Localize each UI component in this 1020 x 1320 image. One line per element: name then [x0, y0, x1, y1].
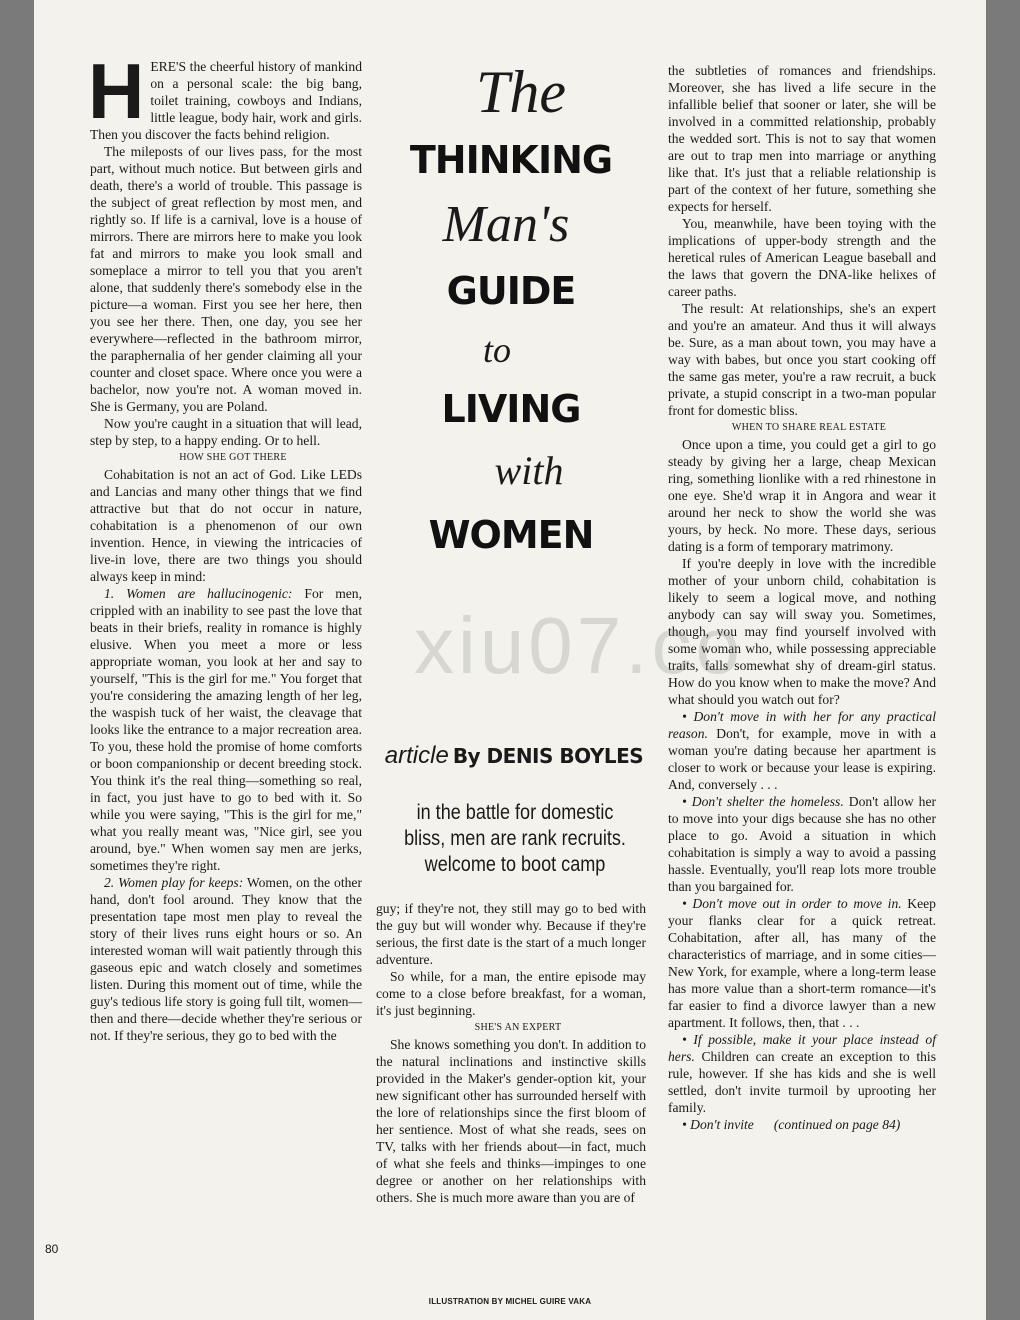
- column-2: [376, 900, 646, 1206]
- body-paragraph: [668, 708, 936, 793]
- deck-text: in the battle for domestic bliss, men are rank recruits. welcome to boot camp: [404, 801, 626, 876]
- title-mans: Man's: [442, 196, 570, 253]
- body-paragraph: The result: At relationships, she's an expert and you're an amateur. And thus it will always be. Sure, as a man about town, you may have a way with babes, but once you start cooking off the same gas meter, you're a raw recruit, a buck private, a stupid conscript in a two-man popular front for domestic bliss.: [668, 301, 936, 418]
- tip-text: Don't, for example, move in with a woman you're dating because her apartment is closer to work or because your lease is expiring. And, conversely . . .: [668, 726, 936, 792]
- body-paragraph: Now you're caught in a situation that will lead, step by step, to a happy ending. Or to hell.: [90, 416, 362, 448]
- opening-paragraph: [88, 47, 362, 143]
- drop-cap: H: [88, 47, 145, 135]
- point-lead: 1. Women are hallucinogenic:: [104, 586, 293, 601]
- tip-lead: • If possible, make it your place instead of hers.: [668, 1032, 936, 1064]
- section-subhead: WHEN TO SHARE REAL ESTATE: [731, 422, 887, 433]
- tip-text: Don't allow her to move into your digs because she has no other place to go. Avoid a situation in which cohabitation is simply a way to avoid a passing hassle. Eventually, you'll reap lots more trouble than you bargained for.: [668, 794, 937, 894]
- continued-note: (continued on page 84): [773, 1117, 901, 1132]
- point-text: Women, on the other hand, don't fool around. They know that the presentation tape most men play to reveal the story of their lives runs eight hours or so. An interested woman will wait patiently through this gaseous epic and watch closely and sometimes listen. During this moment out of time, while the guy's tedious life story is going full tilt, women—then and there—decide whether they're serious or not. If they're serious, they go to bed with the: [90, 875, 362, 1043]
- tip-lead: • Don't shelter the homeless.: [682, 794, 844, 809]
- body-paragraph: [90, 585, 362, 874]
- section-subhead: HOW SHE GOT THERE: [179, 452, 287, 463]
- body-paragraph: [668, 1116, 936, 1133]
- tip-lead: • Don't move in with her for any practical reason.: [668, 709, 936, 741]
- title-living: LIVING: [441, 387, 581, 431]
- title-women: WOMEN: [428, 513, 594, 557]
- opening-text: the cheerful history of mankind on a personal scale: the big bang, toilet training, cowboys and Indians, little league, body hair, work and girls. Then you discover the facts behind religion.: [90, 59, 362, 142]
- byline: [376, 742, 652, 770]
- body-paragraph: the subtleties of romances and friendships. Moreover, she has lived a life secure in the infallible belief that sooner or later, she will be involved in a committed relationship, probably the wedded sort. This is not to say that women are out to trap men into marriage or anything like that. It's just that a reliable relationship is part of the context of her future, something she expects for herself.: [668, 63, 936, 214]
- watermark: xiu07.co: [414, 601, 744, 690]
- body-paragraph: Cohabitation is not an act of God. Like LEDs and Lancias and many other things that we find attractive but that do not occur in nature, cohabitation is a phenomenon of our own invention. Hence, in viewing the intricacies of live-in love, there are two things you should always keep in mind:: [90, 467, 362, 584]
- page-number: 80: [45, 1242, 59, 1256]
- body-paragraph: If you're deeply in love with the incredible mother of your unborn child, cohabitation is likely to seem a logical move, and nothing anybody can say will sway you. Sometimes, though, you may find yourself involved with some woman who, while possessing appreciable traits, falls somewhat shy of dream-girl status. How do you know when to make the move? And what should you watch out for?: [668, 556, 936, 707]
- title-with: with: [494, 448, 564, 493]
- body-paragraph: You, meanwhile, have been toying with the implications of upper-body strength and the heretical rules of American League baseball and the laws that govern the DNA-like helixes of career paths.: [668, 216, 936, 299]
- illustration-credit: ILLUSTRATION BY MICHEL GUIRE VAKA: [428, 1297, 592, 1306]
- body-paragraph: So while, for a man, the entire episode may come to a close before breakfast, for a woman, it's just beginning.: [376, 969, 646, 1018]
- headline: [376, 50, 646, 568]
- body-paragraph: The mileposts of our lives pass, for the most part, without much notice. But between girls and death, there's a world of trouble. This passage is the subject of great reflection by most men, and rightly so. If life is a carnival, love is a house of mirrors. There are mirrors here to make you look fat and mirrors to make you look small and someplace a mirror to tell you that you aren't alone, that suddenly there's somebody else in the picture—a woman. First you see her here, then you see her there. Then, one day, you see her everywhere—reflected in the bathroom mirror, the paraphernalia of her gender claiming all your counter and closet space. Where once you were a bachelor, now you're not. A woman moved in. She is Germany, you are Poland.: [90, 144, 362, 414]
- body-paragraph: Once upon a time, you could get a girl to go steady by giving her a large, cheap Mexican ring, something lionlike with a red rhinestone in one eye. She'd wrap it in Angora and wear it around her neck to show the world she was yours, by heck. No more. These days, serious dating is a form of temporary matrimony.: [668, 437, 936, 554]
- column-3: [668, 62, 936, 1133]
- body-paragraph: [668, 793, 936, 895]
- section-subhead: SHE'S AN EXPERT: [474, 1022, 562, 1033]
- tip-text: Children can create an exception to this rule, however. If she has kids and she is well settled, don't invite turmoil by uprooting her family.: [668, 1049, 936, 1115]
- tip-lead: • Don't move out in order to move in.: [682, 896, 902, 911]
- opening-smallcaps: ERE'S: [150, 59, 187, 74]
- point-text: For men, crippled with an inability to see past the love that beats in their briefs, reality in romance is highly elusive. When you meet a more or less appropriate woman, you look at her and say to yourself, "This is the girl for me." You forget that you're considering the amazing length of her leg, the waspish tuck of her waist, the cleavage that looks like the entrance to a major recreation area. To you, these hold the promise of home comforts or boon companionship or decent breeding stock. You think it's the real thing—something so real, in fact, you just have to go to bed with it. So while you were saying, "This is the girl for me," what you really meant was, "Nice girl, see you around, bye." When women say men are jerks, sometimes they're right.: [90, 586, 363, 873]
- byline-kind: article: [384, 742, 449, 769]
- title-to: to: [482, 330, 511, 370]
- body-paragraph: She knows something you don't. In addition to the natural inclinations and instinctive skills provided in the Maker's gender-option kit, your new significant other has surrounded herself with the lore of relationships since the first bloom of her sentience. Most of what she reads, sees on TV, talks with her friends about—in fact, much of what she feels and thinks—impinges to one degree or another on her relationships with others. She is much more aware than you are of: [376, 1037, 646, 1205]
- tip-lead: • Don't invite: [682, 1117, 754, 1132]
- body-paragraph: [668, 1031, 936, 1116]
- body-paragraph: [668, 895, 936, 1031]
- column-1: [88, 47, 363, 1044]
- body-paragraph: guy; if they're not, they still may go to bed with the guy but will wonder why. Because if they're serious, the first date is the start of a much longer adventure.: [376, 901, 646, 967]
- title-guide: GUIDE: [446, 269, 576, 313]
- point-lead: 2. Women play for keeps:: [104, 875, 244, 890]
- byline-author: By DENIS BOYLES: [452, 744, 644, 768]
- magazine-page: [34, 0, 986, 1320]
- title-the: The: [476, 59, 566, 125]
- tip-text: Keep your flanks clear for a quick retreat. Cohabitation, after all, has many of the characteristics of marriage, and in some cities—New York, for example, where a long-term lease has more value than a short-term romance—it's far easier to find a divorce lawyer than a new apartment. It follows, then, that . . .: [668, 896, 936, 1030]
- body-paragraph: [90, 874, 362, 1044]
- title-thinking: THINKING: [409, 138, 613, 182]
